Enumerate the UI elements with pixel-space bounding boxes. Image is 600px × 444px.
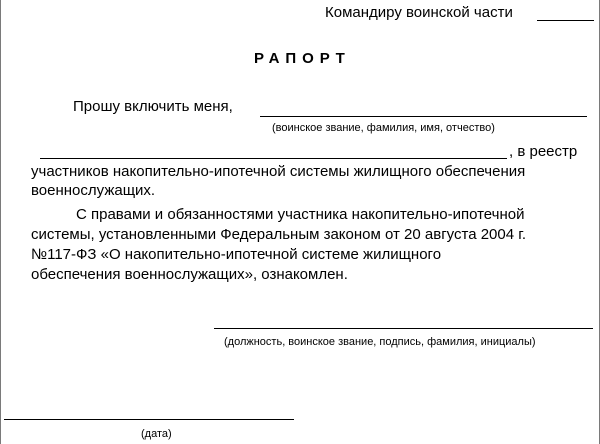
acknowledgement-line-2: системы, установленными Федеральным законом от 20 августа 2004 г.: [31, 226, 527, 243]
acknowledgement-line-1: С правами и обязанностями участника накопительно-ипотечной: [76, 206, 525, 223]
unit-number-blank-line: [537, 20, 594, 21]
date-caption: (дата): [141, 428, 172, 440]
acknowledgement-line-4: обеспечения военнослужащих», ознакомлен.: [31, 266, 348, 283]
name-caption: (воинское звание, фамилия, имя, отчество): [272, 122, 495, 134]
name-blank-line: [260, 116, 587, 117]
page-left-edge: [0, 0, 1, 444]
addressee-text: Командиру воинской части: [325, 4, 513, 21]
request-body-line-1: участников накопительно-ипотечной системы жилищного обеспечения: [31, 163, 526, 180]
signature-caption: (должность, воинское звание, подпись, фамилия, инициалы): [224, 336, 536, 348]
date-blank-line: [4, 419, 294, 420]
request-body-line-2: военнослужащих.: [31, 182, 156, 199]
request-lead-text: Прошу включить меня,: [73, 98, 233, 115]
signature-blank-line: [214, 328, 593, 329]
document-title: РАПОРТ: [254, 50, 351, 67]
name-continuation-blank-line: [40, 158, 507, 159]
registry-tail-text: , в реестр: [509, 143, 578, 160]
acknowledgement-line-3: №117-ФЗ «О накопительно-ипотечной системе жилищного: [31, 246, 442, 263]
